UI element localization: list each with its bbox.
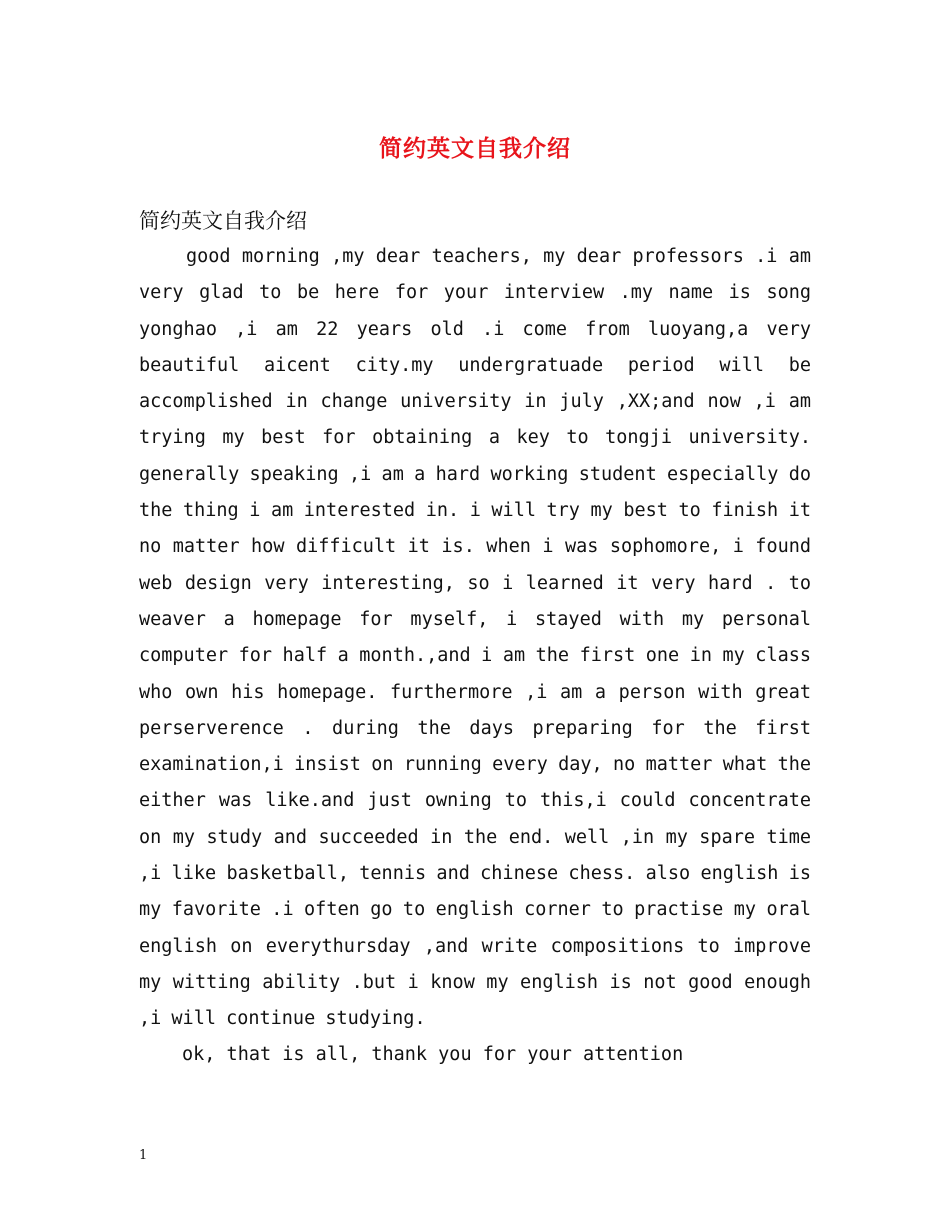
body-paragraph: good morning ,my dear teachers, my dear professors .i am very glad to be here for your interview .my name is song yonghao ,i am 22 years old .i come from luoyang,a very beautiful aicent city.my undergratuade period will be accomplished in change university in july ,XX;and now ,i am trying my best for obtaining a key to tongji university. generally speaking ,i am a hard working student especially do the thing i am interested in. i will try my best to finish it no matter how difficult it is. when i was sophomore, i found web design very interesting, so i learned it very hard . to weaver a homepage for myself, i stayed with my personal computer for half a month.,and i am the first one in my class who own his homepage. furthermore ,i am a person with great perserverence . during the days preparing for the first examination,i insist on running every day, no matter what the either was like.and just owning to this,i could concentrate on my study and succeeded in the end. well ,in my spare time ,i like basketball, tennis and chinese chess. also english is my favorite .i often go to english corner to practise my oral english on everythursday ,and write compositions to improve my witting ability .but i know my english is not good enough ,i will continue studying. — [139, 246, 811, 1030]
document-subtitle: 简约英文自我介绍 — [139, 209, 307, 233]
page-number: 1 — [139, 1148, 148, 1163]
closing-paragraph: ok, that is all, thank you for your attention — [182, 1044, 684, 1065]
document-title: 简约英文自我介绍 — [379, 135, 571, 162]
